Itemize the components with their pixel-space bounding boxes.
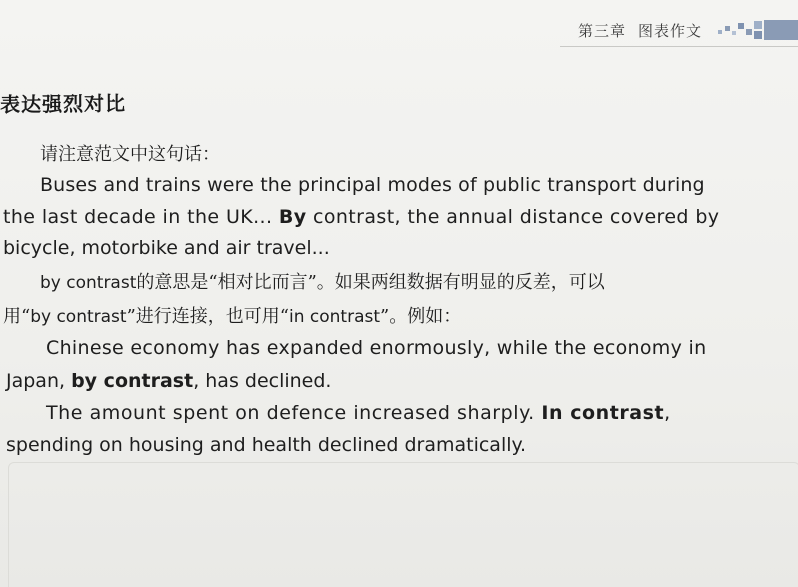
example-1-bold: by contrast xyxy=(71,370,194,392)
bleed-through-frame xyxy=(8,462,798,587)
example-2-line-2: spending on housing and health declined dramatically. xyxy=(6,434,527,456)
example-1-start: Japan, xyxy=(6,370,72,392)
quote-line-1: Buses and trains were the principal modes of public transport during xyxy=(40,174,705,196)
header-rule xyxy=(560,46,798,47)
chapter-section-label: 图表作文 xyxy=(638,22,703,40)
header-decoration-icon xyxy=(716,18,798,40)
quote-line-3: bicycle, motorbike and air travel... xyxy=(3,237,330,259)
quote-by-bold: By xyxy=(278,206,307,228)
example-2-start: The amount spent on defence increased sharply. xyxy=(46,402,542,424)
explanation-line-1 xyxy=(40,268,605,294)
intro-text: 请注意范文中这句话： xyxy=(40,144,220,165)
explanation-part-c: ”进行连接，也可用“ xyxy=(126,306,289,327)
explanation-line-1-text: 的意思是“相对比而言”。如果两组数据有明显的反差，可以 xyxy=(136,272,605,293)
section-title: 表达强烈对比 xyxy=(0,91,127,117)
explanation-line-2 xyxy=(3,302,461,328)
chapter-label: 第三章 xyxy=(578,22,627,40)
example-1-end: , has declined. xyxy=(193,370,332,392)
explanation-in-contrast: in contrast xyxy=(288,307,381,327)
page-header xyxy=(578,20,702,41)
example-2-line-1 xyxy=(46,402,671,424)
explanation-part-e: ”。例如： xyxy=(380,306,462,327)
example-1-line-1: Chinese economy has expanded enormously, while the economy in xyxy=(46,337,707,359)
quote-line-2-start: the last decade in the UK... xyxy=(3,206,279,228)
quote-line-2-end: contrast, the annual distance covered by xyxy=(306,206,720,228)
example-2-comma: , xyxy=(664,402,671,424)
explanation-term: by contrast xyxy=(40,273,137,293)
quote-line-2 xyxy=(3,206,719,228)
example-1-line-2 xyxy=(6,370,331,392)
explanation-by-contrast: by contrast xyxy=(30,307,127,327)
explanation-part-a: 用“ xyxy=(3,306,31,327)
example-2-bold: In contrast xyxy=(541,402,665,424)
